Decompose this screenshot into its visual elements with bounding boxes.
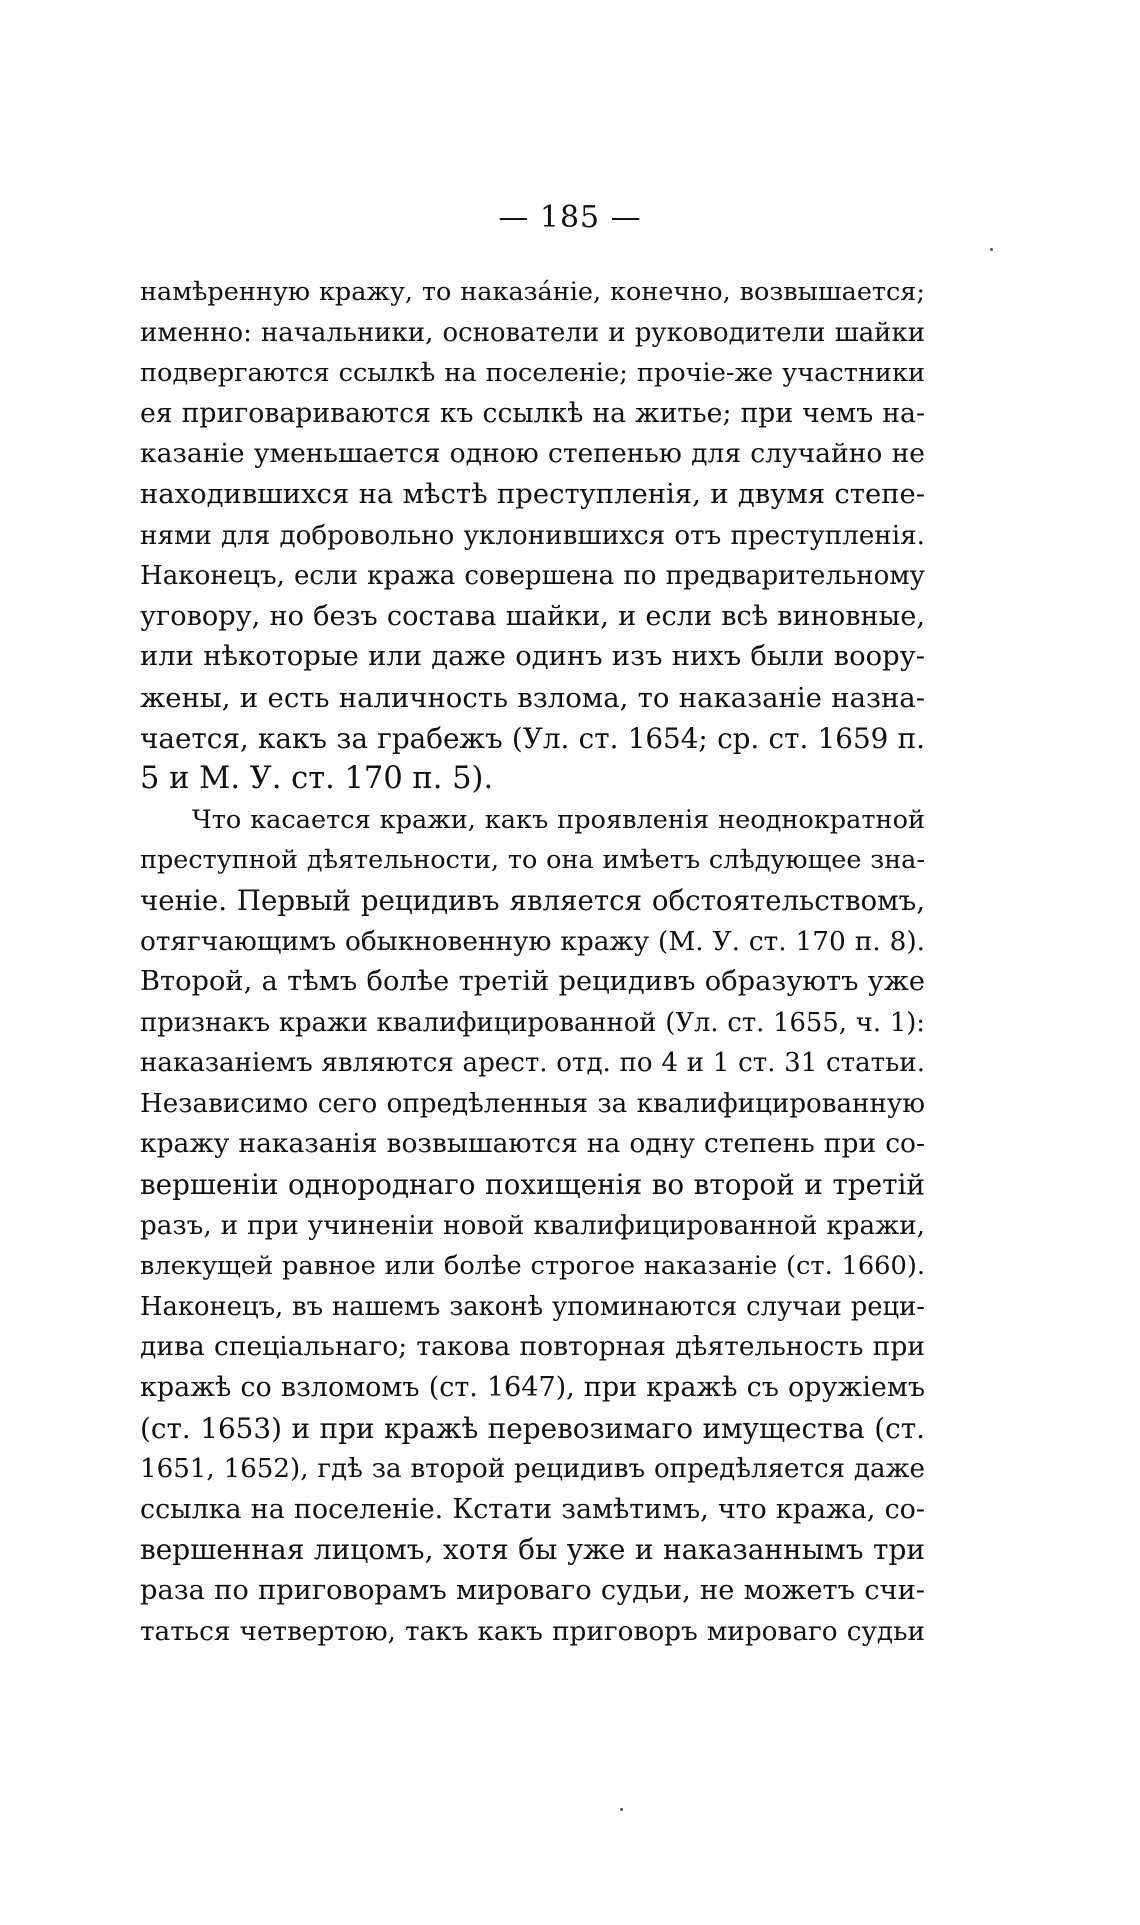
- page-body: [140, 272, 925, 1652]
- text-line: отягчающимъ обыкновенную кражу (М. У. ст. 170 п. 8).: [140, 926, 925, 957]
- text-line: Независимо сего опредѣленныя за квалифицированную: [140, 1088, 925, 1119]
- text-line: жены, и есть наличность взлома, то наказаніе назна-: [140, 681, 925, 714]
- page-number: — 185 —: [498, 200, 642, 235]
- text-line: ея приговариваются къ ссылкѣ на житье; при чемъ на-: [140, 397, 925, 429]
- text-line: дива спеціальнаго; такова повторная дѣятельность при: [140, 1331, 925, 1363]
- text-line: разъ, и при учиненіи новой квалифицированной кражи,: [140, 1210, 925, 1241]
- text-line: находившихся на мѣстѣ преступленія, и двумя степе-: [140, 478, 925, 510]
- text-line: Второй, а тѣмъ болѣе третій рецидивъ образуютъ уже: [140, 966, 925, 998]
- text-line: Что касается кражи, какъ проявленія неоднократной: [192, 804, 925, 835]
- text-line: ченіе. Первый рецидивъ является обстоятельствомъ,: [140, 883, 925, 917]
- text-line: чается, какъ за грабежъ (Ул. ст. 1654; ср. ст. 1659 п.: [140, 721, 925, 755]
- text-line: наказаніемъ являются арест. отд. по 4 и 1 ст. 31 статьи.: [140, 1048, 925, 1079]
- text-line: уговору, но безъ состава шайки, и если всѣ виновные,: [140, 600, 925, 632]
- scan-speck: [620, 1808, 623, 1811]
- text-line: вершенная лицомъ, хотя бы уже и наказаннымъ три: [140, 1533, 925, 1567]
- text-line: 1651, 1652), гдѣ за второй рецидивъ опредѣляется даже: [140, 1454, 925, 1485]
- text-line: нями для добровольно уклонившихся отъ преступленія.: [140, 520, 925, 551]
- text-line: или нѣкоторые или даже одинъ изъ нихъ были воору-: [140, 641, 925, 673]
- text-line: признакъ кражи квалифицированной (Ул. ст. 1655, ч. 1):: [140, 1007, 925, 1038]
- text-line: 5 и М. У. ст. 170 п. 5).: [140, 761, 494, 797]
- text-line: намѣренную кражу, то наказáніе, конечно, возвышается;: [140, 277, 925, 307]
- text-line: вершеніи однороднаго похищенія во второй и третій: [140, 1168, 925, 1202]
- text-line: раза по приговорамъ мироваго судьи, не можетъ счи-: [140, 1575, 925, 1606]
- text-line: казаніе уменьшается одною степенью для случайно не: [140, 438, 925, 470]
- paragraph-2: [140, 800, 925, 1652]
- text-line: таться четвертою, такъ какъ приговоръ мироваго судьи: [140, 1616, 925, 1647]
- text-line: Наконецъ, въ нашемъ законѣ упоминаются случаи реци-: [140, 1291, 925, 1322]
- text-line: именно: начальники, основатели и руководители шайки: [140, 317, 925, 348]
- text-line: подвергаются ссылкѣ на поселеніе; прочіе-же участники: [140, 358, 925, 389]
- text-line: (ст. 1653) и при кражѣ перевозимаго имущества (ст.: [140, 1411, 925, 1445]
- text-line: Наконецъ, если кража совершена по предварительному: [140, 561, 925, 592]
- text-line: кражѣ со взломомъ (ст. 1647), при кражѣ съ оружіемъ: [140, 1372, 925, 1404]
- text-line: преступной дѣятельности, то она имѣетъ слѣдующее зна-: [140, 845, 925, 876]
- scan-speck: [990, 248, 993, 251]
- text-line: кражу наказанія возвышаются на одну степень при со-: [140, 1128, 925, 1160]
- paragraph-1: [140, 272, 925, 800]
- text-line: ссылка на поселеніе. Кстати замѣтимъ, что кража, со-: [140, 1493, 925, 1525]
- text-line: влекущей равное или болѣе строгое наказаніе (ст. 1660).: [140, 1251, 925, 1282]
